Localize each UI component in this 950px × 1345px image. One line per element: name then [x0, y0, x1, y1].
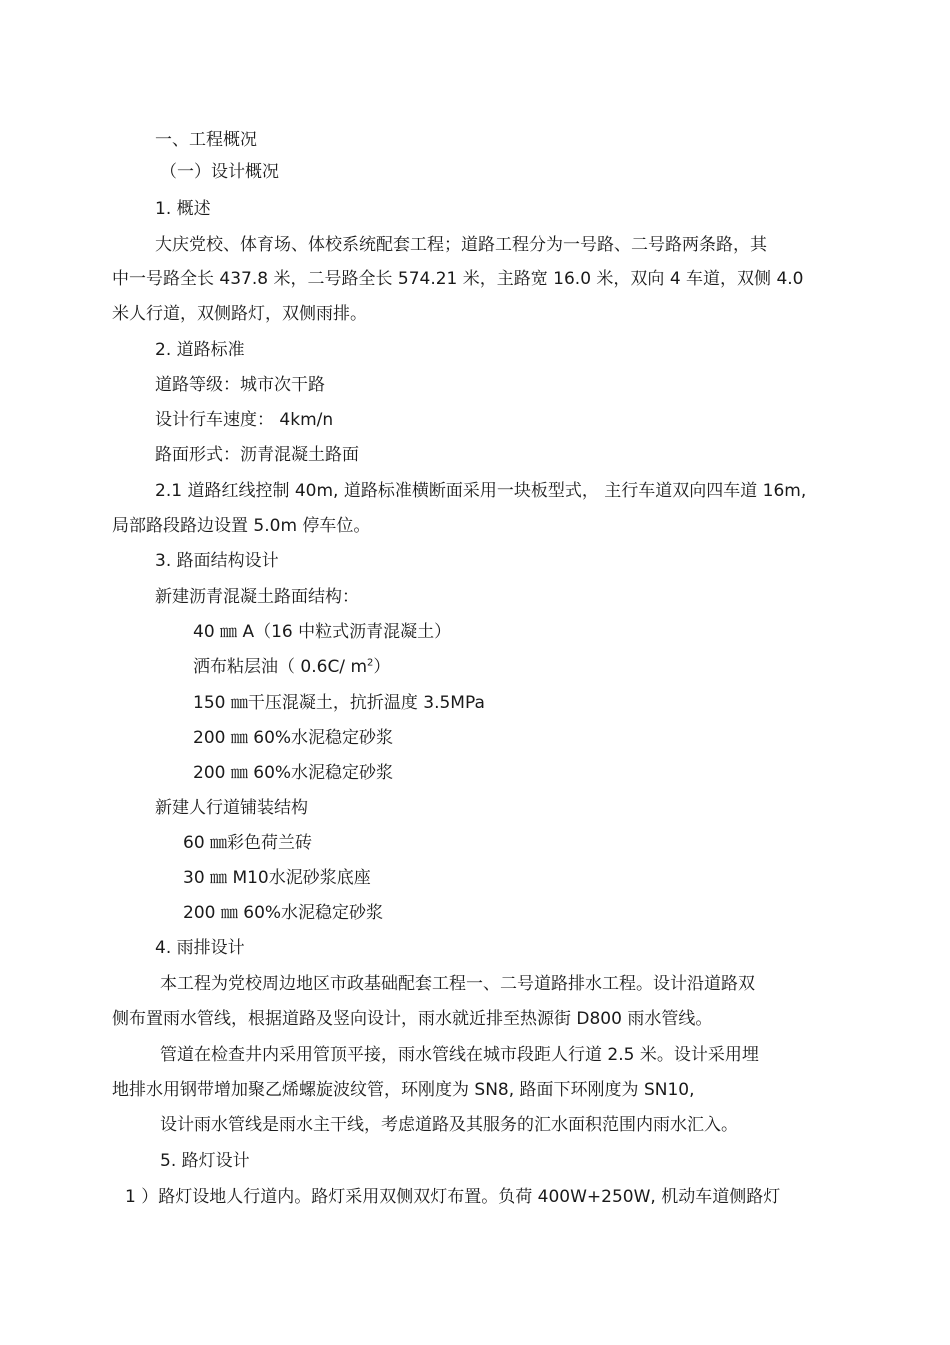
- red-line-control-line-1: 2.1 道路红线控制 40m, 道路标准横断面采用一块板型式， 主行车道双向四车道 16m,: [155, 481, 807, 501]
- subsection-title-road-standard: 2. 道路标准: [155, 340, 245, 360]
- lighting-paragraph-1: 1 ）路灯设地人行道内。路灯采用双侧双灯布置。负荷 400W+250W, 机动车道侧路灯: [125, 1187, 781, 1207]
- section-heading-2: （一）设计概况: [160, 162, 279, 182]
- sidewalk-layer-1: 60 ㎜彩色荷兰砖: [183, 833, 313, 853]
- drainage-paragraph-1-line-2: 侧布置雨水管线，根据道路及竖向设计，雨水就近排至热源街 D800 雨水管线。: [112, 1009, 713, 1029]
- drainage-paragraph-1-line-1: 本工程为党校周边地区市政基础配套工程一、二号道路排水工程。设计沿道路双: [160, 974, 755, 994]
- drainage-paragraph-2-line-2: 地排水用钢带增加聚乙烯螺旋波纹管，环刚度为 SN8, 路面下环刚度为 SN10,: [112, 1080, 695, 1100]
- sidewalk-layer-3: 200 ㎜ 60%水泥稳定砂浆: [183, 903, 384, 923]
- asphalt-layer-5: 200 ㎜ 60%水泥稳定砂浆: [193, 763, 394, 783]
- asphalt-structure-title: 新建沥青混凝土路面结构：: [155, 587, 359, 607]
- drainage-paragraph-2-line-1: 管道在检查井内采用管顶平接，雨水管线在城市段距人行道 2.5 米。设计采用埋: [160, 1045, 759, 1065]
- design-speed-text: 设计行车速度： 4km/n: [155, 410, 334, 430]
- drainage-paragraph-3: 设计雨水管线是雨水主干线，考虑道路及其服务的汇水面积范围内雨水汇入。: [160, 1115, 738, 1135]
- section-heading-1: 一、工程概况: [155, 130, 257, 150]
- overview-paragraph-line-2: 中一号路全长 437.8 米，二号路全长 574.21 米，主路宽 16.0 米，双向 4 车道，双侧 4.0: [112, 269, 804, 289]
- overview-paragraph-line-3: 米人行道，双侧路灯，双侧雨排。: [112, 304, 367, 324]
- subsection-title-overview: 1. 概述: [155, 199, 211, 219]
- asphalt-layer-2: 洒布粘层油（ 0.6C/ $m^2$）: [193, 657, 391, 677]
- subsection-title-drainage: 4. 雨排设计: [155, 938, 245, 958]
- red-line-control-line-2: 局部路段路边设置 5.0m 停车位。: [112, 516, 371, 536]
- subsection-title-lighting: 5. 路灯设计: [160, 1151, 250, 1171]
- asphalt-layer-1: 40 ㎜ A（16 中粒式沥青混凝土）: [193, 622, 452, 642]
- surface-type-text: 路面形式：沥青混凝土路面: [155, 445, 359, 465]
- sidewalk-layer-2: 30 ㎜ M10水泥砂浆底座: [183, 868, 371, 888]
- overview-paragraph-line-1: 大庆党校、体育场、体校系统配套工程；道路工程分为一号路、二号路两条路，其: [155, 235, 767, 255]
- sidewalk-structure-title: 新建人行道铺装结构: [155, 798, 308, 818]
- road-grade-text: 道路等级：城市次干路: [155, 375, 325, 395]
- subsection-title-pavement: 3. 路面结构设计: [155, 551, 279, 571]
- asphalt-layer-3: 150 ㎜干压混凝土，抗折温度 3.5MPa: [193, 693, 485, 713]
- asphalt-layer-4: 200 ㎜ 60%水泥稳定砂浆: [193, 728, 394, 748]
